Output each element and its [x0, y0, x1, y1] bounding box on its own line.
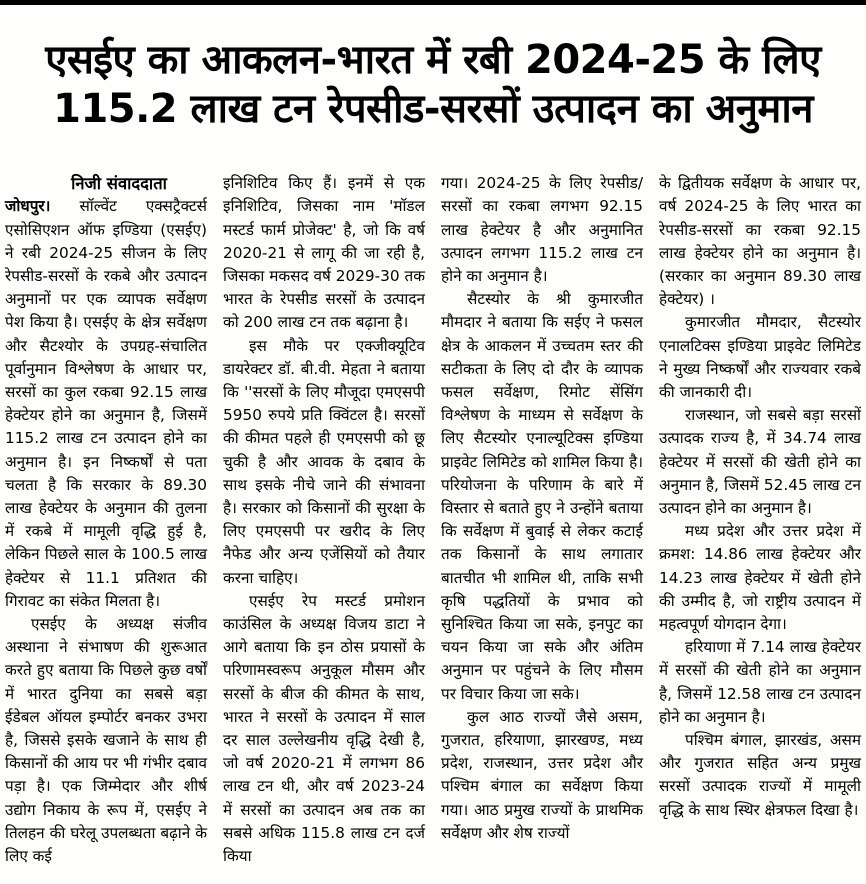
column-3 — [441, 172, 643, 868]
headline-line-1: एसईए का आकलन-भारत में रबी 2024-25 के लिए — [45, 36, 821, 83]
column-2 — [223, 172, 425, 868]
paragraph: हरियाणा में 7.14 लाख हेक्टेयर में सरसों की खेती होने का अनुमान है, जिसमें 12.58 लाख टन उत्पादन होने का अनुमान है। — [659, 638, 861, 726]
top-rule — [0, 0, 866, 5]
paragraph-text: सॉल्वेंट एक्सट्रैक्टर्स एसोसिएशन ऑफ इण्डिया (एसईए) ने रबी 2024-25 सीजन के लिए रेपसीड-सरसों के रकबे और उत्पादन अनुमानों पर एक व्यापक सर्वेक्षण पेश किया है। एसईए के क्षेत्र सर्वेक्षण और सैटश्योर के उपग्रह-संचालित पूर्वानुमान विश्लेषण के आधार पर, सरसों का कुल रकबा 92.15 लाख हेक्टेयर होने का अनुमान है, जिसमें 115.2 लाख टन उत्पादन होने का अनुमान है। इन निष्कर्षों से पता चलता है कि सरकार के 89.30 लाख हेक्टेयर के अनुमान की तुलना में रकबे में मामूली वृद्धि हुई है, लेकिन पिछले साल के 100.5 लाख हेक्टेयर से 11.1 प्रतिशत की गिरावट का संकेत मिलता है। — [5, 197, 207, 610]
paragraph: एसईए रेप मस्टर्ड प्रमोशन काउंसिल के अध्यक्ष विजय डाटा ने आगे बताया कि इन ठोस प्रयासों के परिणामस्वरूप अनुकूल मौसम और सरसों के बीज की कीमत के साथ, भारत ने सरसों के उत्पादन में साल दर साल उल्लेखनीय वृद्धि देखी है, जो वर्ष 2020-21 में लगभग 86 लाख टन थी, और वर्ष 2023-24 में सरसों का उत्पादन अब तक का सबसे अधिक 115.8 लाख टन दर्ज किया — [223, 591, 425, 866]
paragraph: कुमारजीत मौमदार, सैटस्योर एनालटिक्स इण्डिया प्राइवेट लिमिटेड ने मुख्य निष्कर्षों और राज्यवार रकबे की जानकारी दी। — [659, 313, 861, 402]
byline: निजी संवाददाता — [71, 174, 167, 194]
headline-line-2: 115.2 लाख टन रेपसीड-सरसों उत्पादन का अनुमान — [53, 85, 813, 132]
column-4 — [659, 172, 861, 868]
paragraph: कुल आठ राज्यों जैसे असम, गुजरात, हरियाणा, झारखण्ड, मध्य प्रदेश, राजस्थान, उत्तर प्रदेश और पश्चिम बंगाल का सर्वेक्षण किया गया। आठ प्रमुख राज्यों के प्राथमिक सर्वेक्षण और शेष राज्यों — [441, 707, 643, 842]
paragraph: मध्य प्रदेश और उत्तर प्रदेश में क्रमश: 14.86 लाख हेक्टेयर और 14.23 लाख हेक्टेयर में खेती होने की उम्मीद है, जो राष्ट्रीय उत्पादन में महत्वपूर्ण योगदान देगा। — [659, 522, 861, 634]
paragraph: गया। 2024-25 के लिए रेपसीड/सरसों का रकबा लगभग 92.15 लाख हेक्टेयर है और अनुमानित उत्पादन लगभग 115.2 लाख टन होने का अनुमान है। — [441, 174, 643, 285]
dateline: जोधपुर। — [5, 197, 51, 216]
paragraph: सैटस्योर के श्री कुमारजीत मौमदार ने बताया कि सईए ने फसल क्षेत्र के आकलन में उच्चतम स्तर की सटीकता के लिए दो दौर के व्यापक फसल सर्वेक्षण, रिमोट सेंसिंग विश्लेषण के माध्यम से सर्वेक्षण के लिए सैटस्योर एनाल्यूटिक्स इण्डिया प्राइवेट लिमिटेड को शामिल किया है। परियोजना के परिणाम के बारे में विस्तार से बताते हुए ने उन्होंने बताया कि सर्वेक्षण में बुवाई से लेकर कटाई तक किसानों के साथ लगातार बातचीत भी शामिल थी, ताकि सभी कृषि पद्धतियों के प्रभाव को सुनिश्चित किया जा सके, इनपुट का चयन किया जा सके और अंतिम अनुमान पर पहुंचने के लिए मौसम पर विचार किया जा सके। — [441, 290, 643, 703]
paragraph: पश्चिम बंगाल, झारखंड, असम और गुजरात सहित अन्य प्रमुख सरसों उत्पादक राज्यों में मामूली वृद्धि के साथ स्थिर क्षेत्रफल दिखा है। — [659, 731, 861, 819]
article-body — [0, 166, 866, 868]
column-1 — [5, 172, 207, 868]
headline — [0, 32, 866, 140]
paragraph: एसईए के अध्यक्ष संजीव अस्थाना ने संभाषण की शुरूआत करते हुए बताया कि पिछले कुछ वर्षों में भारत दुनिया का सबसे बड़ा ईडेबल ऑयल इम्पोर्टर बनकर उभरा है, जिससे इसके खजाने के साथ ही किसानों की आय पर भी गंभीर दबाव पड़ा है। एक जिम्मेदार और शीर्ष उद्योग निकाय के रूप में, एसईए ने तिलहन की घरेलू उपलब्धता बढ़ाने के लिए कई — [5, 615, 207, 866]
paragraph: के द्वितीयक सर्वेक्षण के आधार पर, वर्ष 2024-25 के लिए भारत का रेपसीड-सरसों का रकबा 92.15 लाख हेक्टेयर होने का अनुमान है। (सरकार का अनुमान 89.30 लाख हेक्टेयर) । — [659, 174, 861, 309]
paragraph — [5, 195, 207, 613]
paragraph: इस मौके पर एक्जीक्यूटिव डायरेक्टर डॉ. बी.वी. मेहता ने बताया कि ''सरसों के लिए मौजूदा एमएसपी 5950 रुपये प्रति क्विंटल है। सरसों की कीमत पहले ही एमएसपी को छू चुकी है और आवक के दबाव के साथ इसके नीचे जाने की संभावना है। सरकार को किसानों की सुरक्षा के लिए एमएसपी पर खरीद के लिए नैफेड और अन्य एजेंसियों को तैयार करना चाहिए। — [223, 336, 425, 587]
paragraph: इनिशिटिव किए हैं। इनमें से एक इनिशिटिव, जिसका नाम 'मॉडल मस्टर्ड फार्म प्रोजेक्ट' है, जो कि वर्ष 2020-21 से लागू की जा रही है, जिसका मकसद वर्ष 2029-30 तक भारत के रेपसीड सरसों के उत्पादन को 200 लाख टन तक बढ़ाना है। — [223, 174, 425, 332]
paragraph: राजस्थान, जो सबसे बड़ा सरसों उत्पादक राज्य है, में 34.74 लाख हेक्टेयर में सरसों की खेती होने का अनुमान है, जिसमें 52.45 लाख टन उत्पादन होने का अनुमान है। — [659, 406, 861, 518]
